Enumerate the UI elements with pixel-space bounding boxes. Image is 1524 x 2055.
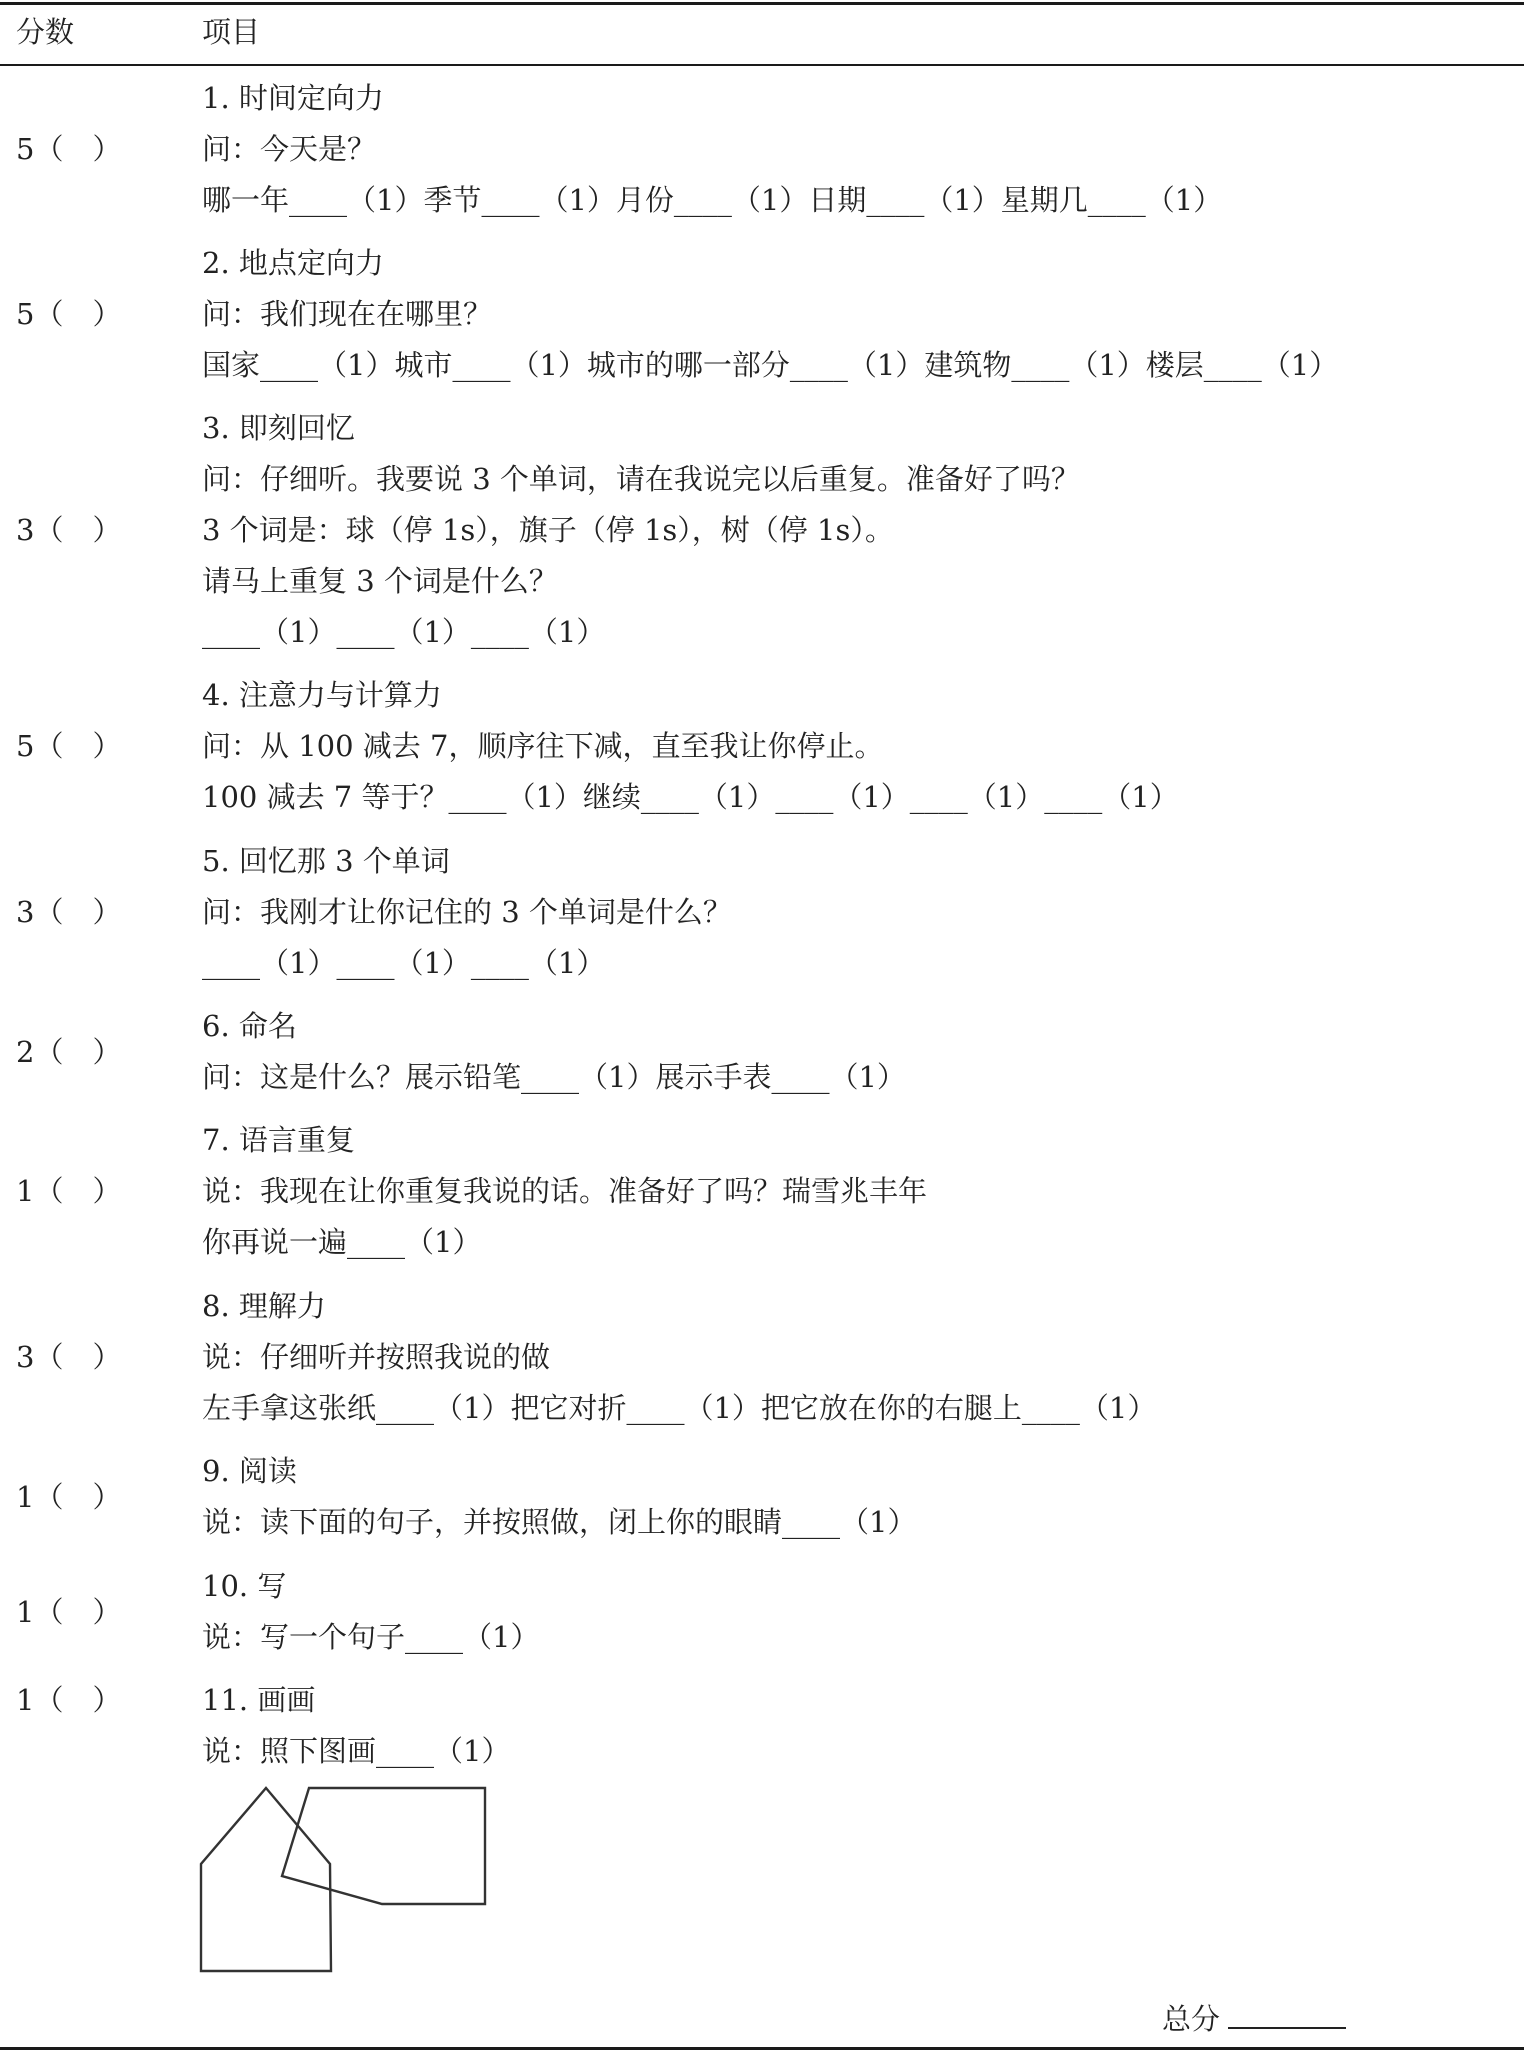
item-title: 7. 语言重复 [202,1123,355,1157]
item-instruction: 说：读下面的句子，并按照做，闭上你的眼睛____（1） [202,1505,917,1539]
item-instruction: 说：写一个句子____（1） [202,1620,540,1654]
row-content [202,1566,539,1668]
row-score: 3（ ） [16,513,122,547]
row-score: 1（ ） [16,1480,122,1514]
item-answers: 国家____（1）城市____（1）城市的哪一部分____（1）建筑物____（1）楼层____（1） [202,348,1339,382]
item-question: 问：今天是？ [202,132,377,166]
row-content [202,1286,1156,1439]
row-content [202,675,1179,828]
item-title: 3. 即刻回忆 [202,411,355,445]
row-score: 1（ ） [16,1683,122,1717]
item-title: 10. 写 [202,1569,287,1603]
item-title: 5. 回忆那 3 个单词 [202,844,450,878]
item-instruction: 3 个词是：球（停 1s），旗子（停 1s），树（停 1s）。 [202,513,894,547]
column-header-item: 项目 [202,15,261,49]
row-content [202,1451,916,1553]
item-answers: 左手拿这张纸____（1）把它对折____（1）把它放在你的右腿上____（1） [202,1391,1157,1425]
item-question: 请马上重复 3 个词是什么？ [202,564,558,598]
row-content [202,1120,927,1273]
item-question: 问：我们现在在哪里？ [202,297,493,331]
row-content [202,78,1222,231]
item-answers: ____（1）____（1）____（1） [202,615,606,649]
item-title: 8. 理解力 [202,1289,326,1323]
total-score [1162,1999,1346,2039]
total-score-field[interactable] [1228,1999,1346,2029]
row-score: 1（ ） [16,1174,122,1208]
item-question: 问：我刚才让你记住的 3 个单词是什么？ [202,895,732,929]
row-score: 5（ ） [16,729,122,763]
item-title: 6. 命名 [202,1009,297,1043]
item-question: 问：这是什么？展示铅笔____（1）展示手表____（1） [202,1060,906,1094]
table-bottom-rule [0,2047,1524,2050]
row-score: 2（ ） [16,1035,122,1069]
item-title: 9. 阅读 [202,1454,297,1488]
item-instruction: 说：我现在让你重复我说的话。准备好了吗？瑞雪兆丰年 [202,1174,928,1208]
total-score-label: 总分 [1162,2002,1221,2036]
item-answers: 100 减去 7 等于？____（1）继续____（1）____（1）____（1）____（1） [202,780,1179,814]
row-content [202,1006,906,1108]
row-score: 3（ ） [16,895,122,929]
table-top-rule [0,2,1524,5]
item-answers: 哪一年____（1）季节____（1）月份____（1）日期____（1）星期几____（1） [202,183,1223,217]
item-answers: ____（1）____（1）____（1） [202,946,606,980]
item-title: 1. 时间定向力 [202,81,384,115]
row-content [202,243,1338,396]
row-score: 3（ ） [16,1340,122,1374]
row-score: 1（ ） [16,1595,122,1629]
column-header-score: 分数 [16,15,75,49]
item-title: 4. 注意力与计算力 [202,678,442,712]
pentagon-left [201,1788,331,1971]
item-title: 2. 地点定向力 [202,246,384,280]
row-content [202,1680,510,1782]
item-title: 11. 画画 [202,1683,316,1717]
row-score: 5（ ） [16,297,122,331]
pentagon-right [282,1788,485,1904]
item-answers: 你再说一遍____（1） [202,1225,482,1259]
row-score: 5（ ） [16,132,122,166]
item-instruction: 说：仔细听并按照我说的做 [202,1340,551,1374]
item-question: 问：从 100 减去 7，顺序往下减，直至我让你停止。 [202,729,884,763]
row-content [202,841,732,994]
table-header-rule [0,64,1524,66]
intersecting-pentagons-figure [196,1784,496,1984]
row-content [202,408,1080,663]
item-instruction: 说：照下图画____（1） [202,1734,511,1768]
item-question: 问：仔细听。我要说 3 个单词，请在我说完以后重复。准备好了吗？ [202,462,1080,496]
